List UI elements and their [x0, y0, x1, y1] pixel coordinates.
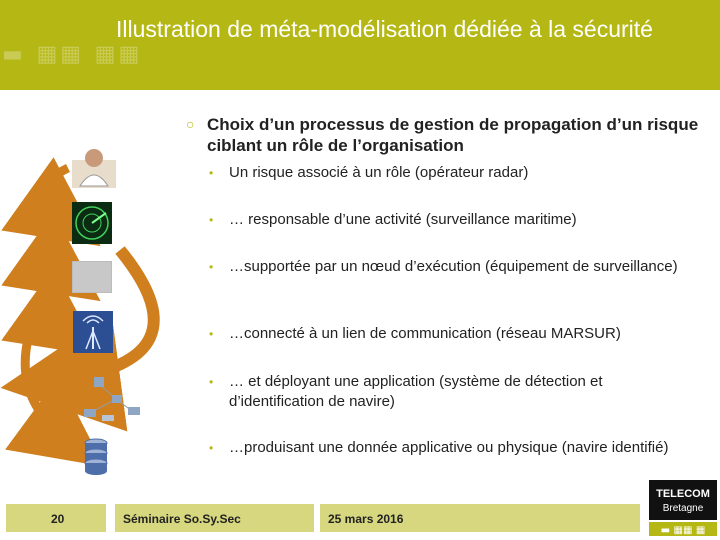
equipment-icon — [72, 261, 112, 293]
svg-text:TELECOM: TELECOM — [656, 488, 710, 500]
seminar-name: Séminaire So.Sy.Sec — [123, 512, 241, 526]
curved-arrow-icon — [44, 168, 68, 220]
database-icon — [83, 437, 109, 477]
bullet-marker: • — [209, 441, 214, 455]
telecom-bretagne-logo — [649, 480, 717, 536]
list-item-text: Un risque associé à un rôle (opérateur radar) — [229, 164, 529, 181]
bullet-marker: • — [209, 213, 214, 227]
page-number: 20 — [51, 512, 65, 526]
bullet-marker: • — [209, 327, 214, 341]
curved-arrow-icon — [44, 220, 68, 275]
person-icon — [70, 146, 118, 190]
curved-arrow-icon — [44, 275, 68, 330]
list-item-text: … responsable d’une activité (surveillance maritime) — [229, 211, 577, 228]
list-item-text: … et déployant une application (système de détection et d’identification de navire) — [229, 373, 603, 410]
radar-icon — [72, 202, 112, 244]
bullet-marker: • — [209, 260, 214, 274]
main-point: Choix d’un processus de gestion de propagation d’un risque ciblant un rôle de l’organisation — [207, 115, 699, 155]
watermark-logo: ▬ ▦▦ ▦▦ — [2, 42, 143, 67]
slide-title: Illustration de méta-modélisation dédiée à la sécurité — [116, 16, 653, 42]
list-item-text: …supportée par un nœud d’exécution (équipement de surveillance) — [229, 258, 678, 275]
slide-date: 25 mars 2016 — [328, 512, 404, 526]
main-bullet-marker: ○ — [186, 116, 195, 132]
slide-header — [0, 0, 720, 90]
list-item-text: …connecté à un lien de communication (réseau MARSUR) — [229, 325, 621, 342]
svg-text:Bretagne: Bretagne — [662, 503, 704, 514]
network-diagram-icon — [76, 375, 146, 425]
antenna-icon — [73, 311, 113, 353]
bullet-marker: • — [209, 375, 214, 389]
bullet-marker: • — [209, 166, 214, 180]
list-item-text: …produisant une donnée applicative ou physique (navire identifié) — [229, 439, 669, 456]
svg-text:▬ ▦▦ ▦: ▬ ▦▦ ▦ — [660, 525, 706, 536]
